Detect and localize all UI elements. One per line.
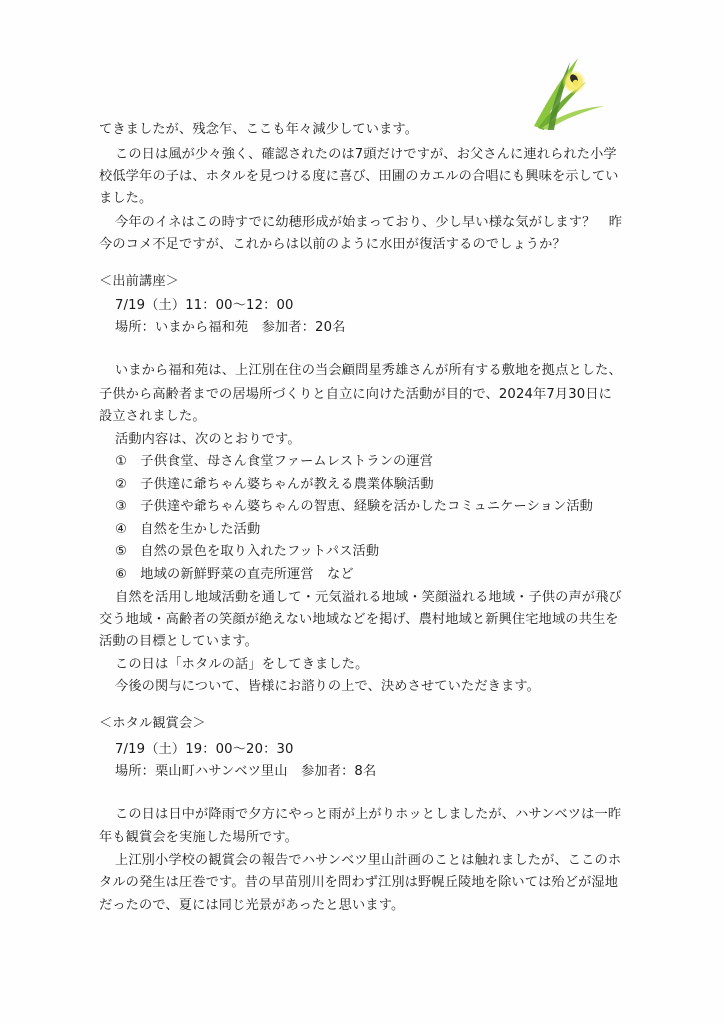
firefly-on-grass-icon xyxy=(528,52,608,130)
activity-item: ① 子供食堂、母さん食堂ファームレストランの運営 xyxy=(115,454,434,469)
activity-item: ② 子供達に爺ちゃん婆ちゃんが教える農業体験活動 xyxy=(115,477,434,492)
viewing-heading: ＜ホタル観賞会＞ xyxy=(99,716,206,731)
lecture-datetime: 7/19（土）11：00〜12：00 xyxy=(115,298,294,313)
lecture-closing-2: 交う地域・高齢者の笑顔が絶えない地域などを掲げ、農村地域と新興住宅地域の共生を xyxy=(99,612,619,627)
activity-item: ⑥ 地域の新鮮野菜の直売所運営 など xyxy=(115,567,354,582)
lecture-closing-1: 自然を活用し地域活動を通して・元気溢れる地域・笑顔溢れる地域・子供の声が飛び xyxy=(115,590,622,605)
intro-line-4: ました。 xyxy=(99,191,153,206)
viewing-body-4: タルの発生は圧巻です。昔の早苗別川を問わず江別は野幌丘陵地を除いては殆どが湿地 xyxy=(99,875,619,890)
lecture-closing-3: 活動の目標としています。 xyxy=(99,634,258,649)
intro-line-1: てきましたが、残念乍、ここも年々減少しています。 xyxy=(99,122,419,137)
activity-item: ③ 子供達や爺ちゃん婆ちゃんの智恵、経験を活かしたコミュニケーション活動 xyxy=(115,499,593,514)
viewing-body-5: だったので、夏には同じ光景があったと思います。 xyxy=(99,898,405,913)
intro-line-3: 校低学年の子は、ホタルを見つける度に喜び、田圃のカエルの合唱にも興味を示してい xyxy=(99,169,619,184)
viewing-body-3: 上江別小学校の観賞会の報告でハサンベツ里山計画のことは触れましたが、ここのホ xyxy=(115,853,622,868)
lecture-place: 場所：いまから福和苑 参加者：20名 xyxy=(115,320,346,335)
viewing-place: 場所：栗山町ハサンベツ里山 参加者：8名 xyxy=(115,764,377,779)
activity-item: ④ 自然を生かした活動 xyxy=(115,522,261,537)
activity-item: ⑤ 自然の景色を取り入れたフットパス活動 xyxy=(115,544,380,559)
lecture-body-1: いまから福和苑は、上江別在住の当会顧問星秀雄さんが所有する敷地を拠点とした、 xyxy=(115,363,622,378)
lecture-body-3: 設立されました。 xyxy=(99,409,206,424)
lecture-closing-4: この日は「ホタルの話」をしてきました。 xyxy=(115,657,369,672)
lecture-heading: ＜出前講座＞ xyxy=(99,274,180,289)
intro-line-2: この日は風が少々強く、確認されたのは7頭だけですが、お父さんに連れられた小学 xyxy=(115,147,617,162)
viewing-body-2: 年も観賞会を実施した場所です。 xyxy=(99,830,299,845)
lecture-closing-5: 今後の関与について、皆様にお諮りの上で、決めさせていただきます。 xyxy=(115,679,540,694)
viewing-datetime: 7/19（土）19：00〜20：30 xyxy=(115,742,294,757)
intro-line-5: 今年のイネはこの時すでに幼穂形成が始まっており、少し早い様な気がします？ 昨 xyxy=(115,215,623,230)
lecture-body-4: 活動内容は、次のとおりです。 xyxy=(115,432,301,447)
lecture-body-2: 子供から高齢者までの居場所づくりと自立に向けた活動が目的で、2024年7月30日に xyxy=(99,387,612,402)
viewing-body-1: この日は日中が降雨で夕方にやっと雨が上がりホッとしましたが、ハサンベツは一昨 xyxy=(115,807,622,822)
intro-line-6: 今のコメ不足ですが、これからは以前のように水田が復活するのでしょうか？ xyxy=(99,237,566,252)
